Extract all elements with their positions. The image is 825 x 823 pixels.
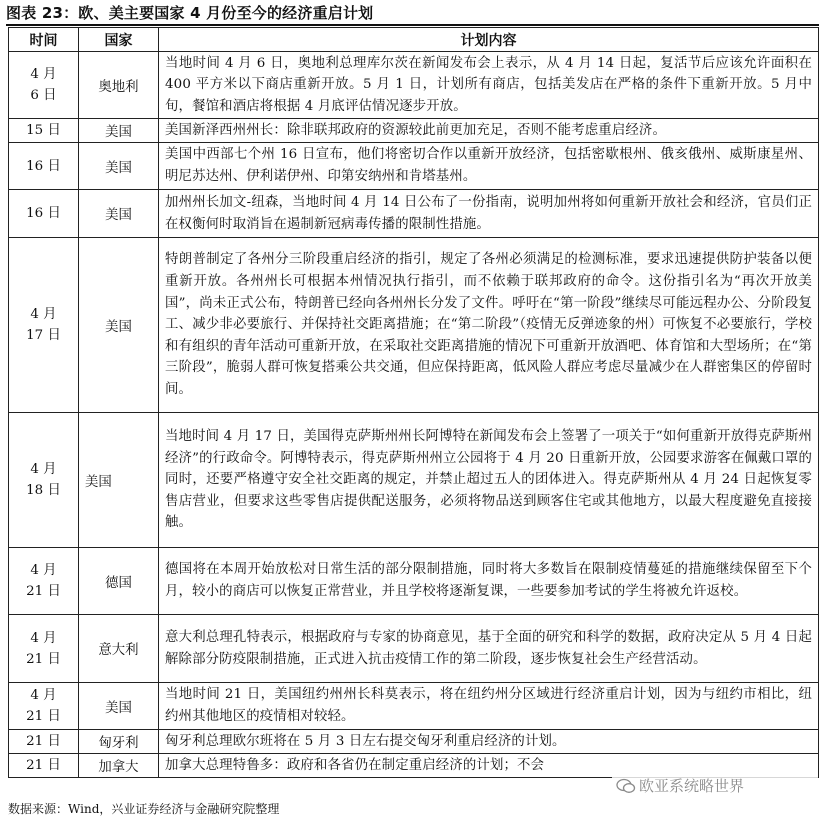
- row-plan: 当地时间 21 日，美国纽约州州长科莫表示，将在纽约州分区域进行经济重启计划，因为与纽约市相比，纽约州其他地区的疫情相对较轻。: [159, 683, 819, 730]
- row-plan: 特朗普制定了各州分三阶段重启经济的指引，规定了各州必须满足的检测标准，要求迅速提供防护装备以便重新开放。各州州长可根据本州情况执行指引，而不依赖于联邦政府的命令。这份指引名为“再次开放美国”，尚未正式公布，特朗普已经向各州州长分发了文件。呼吁在“第一阶段”继续尽可能远程办公、分阶段复工、减少非必要旅行、并保持社交距离措施；在“第二阶段”（疫情无反弹迹象的州）可恢复不必要旅行，学校和有组织的青年活动可重新开放，在采取社交距离措施的情况下可重新开放酒吧、体育馆和大型场所；在“第三阶段”，脆弱人群可恢复搭乘公共交通，但应保持距离，低风险人群应考虑尽量减少在人群密集区的停留时间。: [159, 238, 819, 413]
- table-header-row: [9, 28, 819, 52]
- header-plan: 计划内容: [159, 28, 819, 52]
- row-plan: 匈牙利总理欧尔班将在 5 月 3 日左右提交匈牙利重启经济的计划。: [159, 730, 819, 754]
- row-country: 匈牙利: [79, 730, 159, 754]
- figure-title: 图表 23：欧、美主要国家 4 月份至今的经济重启计划: [6, 4, 374, 22]
- row-date: 21 日: [9, 754, 79, 778]
- table-row: [9, 683, 819, 730]
- row-country: 美国: [79, 683, 159, 730]
- table-row: [9, 143, 819, 190]
- watermark-text: 欧亚系统略世界: [639, 777, 745, 795]
- row-country: 意大利: [79, 615, 159, 683]
- chat-icon: [616, 778, 636, 794]
- row-country: 奥地利: [79, 52, 159, 119]
- row-country: 美国: [79, 413, 159, 548]
- row-plan: 当地时间 4 月 17 日，美国得克萨斯州州长阿博特在新闻发布会上签署了一项关于“如何重新开放得克萨斯州经济”的行政命令。阿博特表示，得克萨斯州州立公园将于 4 月 20 日重新开放，公园要求游客在佩戴口罩的同时，还要严格遵守安全社交距离的规定，并禁止超过五人的团体进入。得克萨斯州从 4 月 24 日起恢复零售店营业，但要求这些零售店提供配送服务，必须将物品送到顾客住宅或其他地方，以最大程度避免直接接触。: [159, 413, 819, 548]
- row-plan: 当地时间 4 月 6 日，奥地利总理库尔茨在新闻发布会上表示，从 4 月 14 日起，复活节后应该允许面积在 400 平方米以下商店重新开放。5 月 1 日，计划所有商店，包括美发店在严格的条件下重新开放。5 月中旬，餐馆和酒店将根据 4 月底评估情况逐步开放。: [159, 52, 819, 119]
- table-row: [9, 238, 819, 413]
- row-country: 美国: [79, 238, 159, 413]
- watermark: [612, 774, 818, 798]
- row-country: 加拿大: [79, 754, 159, 778]
- row-date: 16 日: [9, 143, 79, 190]
- reopening-plan-table: [8, 27, 819, 778]
- table-row: [9, 52, 819, 119]
- row-date: 4 月 18 日: [9, 413, 79, 548]
- table-row: [9, 119, 819, 143]
- row-plan: 加拿大总理特鲁多：政府和各省仍在制定重启经济的计划；不会: [159, 754, 819, 778]
- row-date: 4 月 21 日: [9, 615, 79, 683]
- table-row: [9, 413, 819, 548]
- row-date: 4 月 6 日: [9, 52, 79, 119]
- table-row: [9, 615, 819, 683]
- row-date: 4 月 17 日: [9, 238, 79, 413]
- table-row: [9, 548, 819, 615]
- source-note: 数据来源：Wind，兴业证券经济与金融研究院整理: [8, 802, 280, 816]
- header-date: 时间: [9, 28, 79, 52]
- row-country: 美国: [79, 143, 159, 190]
- row-plan: 意大利总理孔特表示，根据政府与专家的协商意见，基于全面的研究和科学的数据，政府决定从 5 月 4 日起解除部分防疫限制措施，正式进入抗击疫情工作的第二阶段，逐步恢复社会生产经营活动。: [159, 615, 819, 683]
- row-country: 美国: [79, 119, 159, 143]
- row-plan: 加州州长加文-纽森，当地时间 4 月 14 日公布了一份指南，说明加州将如何重新开放社会和经济，官员们正在权衡何时取消旨在遏制新冠病毒传播的限制性措施。: [159, 190, 819, 238]
- row-country: 德国: [79, 548, 159, 615]
- row-plan: 德国将在本周开始放松对日常生活的部分限制措施，同时将大多数旨在限制疫情蔓延的措施继续保留至下个月，较小的商店可以恢复正常营业，并且学校将逐渐复课，一些要参加考试的学生将被允许返校。: [159, 548, 819, 615]
- row-plan: 美国中西部七个州 16 日宣布，他们将密切合作以重新开放经济，包括密歇根州、俄亥俄州、威斯康星州、明尼苏达州、伊利诺伊州、印第安纳州和肯塔基州。: [159, 143, 819, 190]
- table-row: [9, 190, 819, 238]
- row-date: 4 月 21 日: [9, 548, 79, 615]
- header-country: 国家: [79, 28, 159, 52]
- row-date: 21 日: [9, 730, 79, 754]
- table-row: [9, 730, 819, 754]
- row-plan: 美国新泽西州州长：除非联邦政府的资源较此前更加充足，否则不能考虑重启经济。: [159, 119, 819, 143]
- row-date: 15 日: [9, 119, 79, 143]
- row-date: 4 月 21 日: [9, 683, 79, 730]
- row-country: 美国: [79, 190, 159, 238]
- title-divider: [6, 24, 819, 26]
- row-date: 16 日: [9, 190, 79, 238]
